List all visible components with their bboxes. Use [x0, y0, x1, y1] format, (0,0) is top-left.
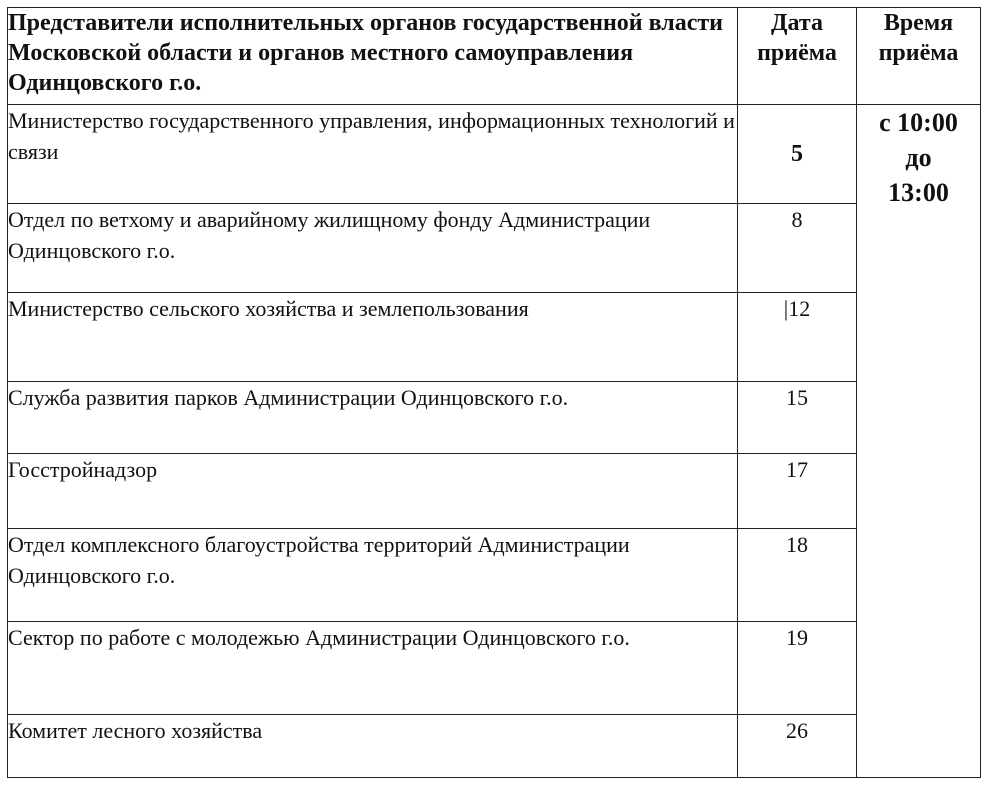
date-cell: 15 [738, 382, 857, 454]
header-date-line2: приёма [757, 40, 837, 66]
date-cell: 19 [738, 622, 857, 715]
header-time-line1: Время [883, 10, 954, 36]
date-cell: 26 [738, 715, 857, 778]
header-org: Представители исполнительных органов государственной власти Московской области и органов местного самоуправления Одинцовского г.о. [8, 8, 738, 105]
org-cell: Комитет лесного хозяйства [8, 715, 738, 778]
header-time-line2: приёма [878, 40, 959, 66]
table-row [8, 293, 981, 382]
date-cell: 5 [738, 105, 857, 204]
table-row [8, 454, 981, 529]
date-cell: |12 [738, 293, 857, 382]
table-row [8, 622, 981, 715]
date-cell: 17 [738, 454, 857, 529]
header-time [857, 8, 981, 105]
org-cell: Министерство сельского хозяйства и землепользования [8, 293, 738, 382]
table-row [8, 529, 981, 622]
header-date-line1: Дата [771, 10, 823, 36]
org-cell: Министерство государственного управления, информационных технологий и связи [8, 105, 738, 204]
table-row [8, 715, 981, 778]
org-cell: Отдел по ветхому и аварийному жилищному фонду Администрации Одинцовского г.о. [8, 204, 738, 293]
org-cell: Сектор по работе с молодежью Администрации Одинцовского г.о. [8, 622, 738, 715]
org-cell: Госстройнадзор [8, 454, 738, 529]
date-cell: 18 [738, 529, 857, 622]
table-row [8, 382, 981, 454]
date-cell: 8 [738, 204, 857, 293]
header-row [8, 8, 981, 105]
reception-schedule-table [7, 7, 981, 778]
time-cell [857, 105, 981, 778]
time-to: 13:00 [888, 178, 949, 207]
header-date [738, 8, 857, 105]
table-row [8, 105, 981, 204]
time-from: с 10:00 [879, 108, 958, 137]
org-cell: Служба развития парков Администрации Одинцовского г.о. [8, 382, 738, 454]
org-cell: Отдел комплексного благоустройства территорий Администрации Одинцовского г.о. [8, 529, 738, 622]
time-separator: до [905, 143, 932, 172]
table-row [8, 204, 981, 293]
